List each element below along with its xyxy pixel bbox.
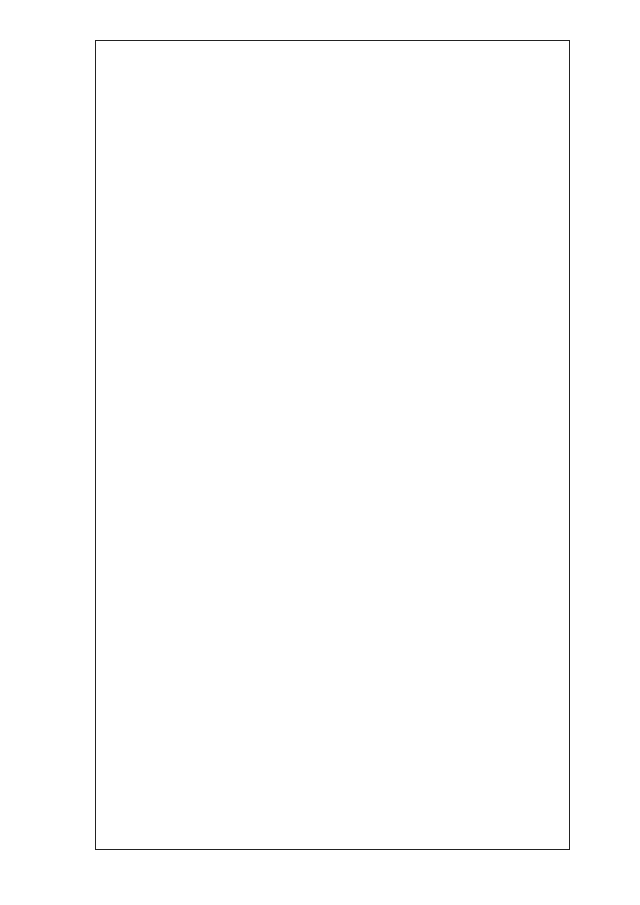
footer-standard-code [25, 730, 35, 810]
page-number [30, 432, 50, 472]
table-region [95, 40, 570, 850]
competency-table [95, 40, 570, 850]
